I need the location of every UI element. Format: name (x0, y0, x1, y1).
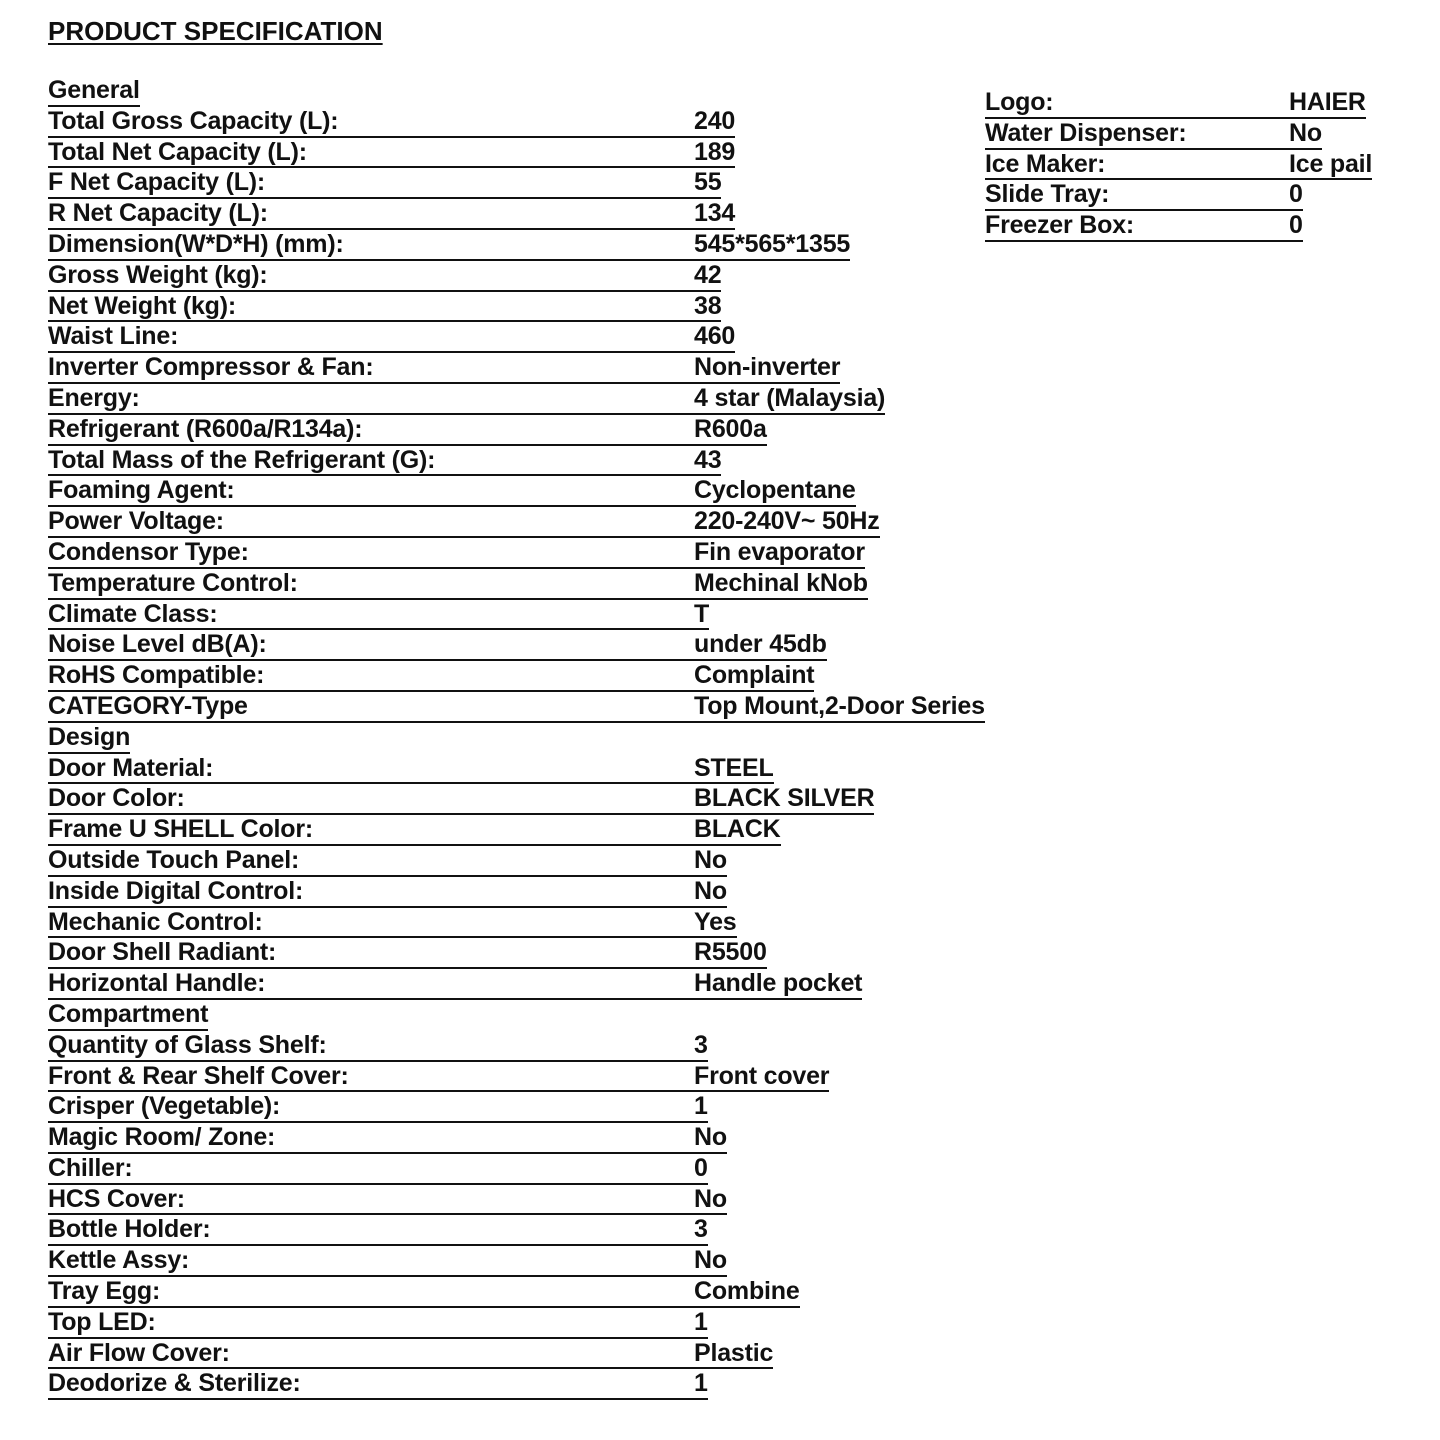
spec-label: Energy: (48, 384, 694, 415)
spec-value: 43 (694, 446, 721, 477)
spec-label: Air Flow Cover: (48, 1339, 694, 1370)
spec-value: Front cover (694, 1062, 829, 1093)
spec-label: Logo: (985, 88, 1289, 119)
spec-value: No (1289, 119, 1322, 150)
spec-label: Gross Weight (kg): (48, 261, 694, 292)
spec-label: Bottle Holder: (48, 1215, 694, 1246)
spec-value: Cyclopentane (694, 476, 856, 507)
spec-label: Outside Touch Panel: (48, 846, 694, 877)
spec-value: 545*565*1355 (694, 230, 850, 261)
section-heading-row (48, 723, 1008, 754)
spec-label: Inside Digital Control: (48, 877, 694, 908)
spec-row (48, 230, 1008, 261)
spec-value: 1 (694, 1369, 708, 1400)
spec-label: RoHS Compatible: (48, 661, 694, 692)
spec-row (48, 1123, 1008, 1154)
spec-row (48, 107, 1008, 138)
spec-label: Net Weight (kg): (48, 292, 694, 323)
spec-row (48, 754, 1008, 785)
spec-row (48, 476, 1008, 507)
page-title: PRODUCT SPECIFICATION (48, 16, 383, 46)
spec-label: R Net Capacity (L): (48, 199, 694, 230)
spec-value: Ice pail (1289, 150, 1372, 181)
spec-value: R600a (694, 415, 767, 446)
spec-label: Condensor Type: (48, 538, 694, 569)
spec-value: Mechinal kNob (694, 569, 868, 600)
spec-label: Water Dispenser: (985, 119, 1289, 150)
spec-row (48, 692, 1008, 723)
spec-row (48, 138, 1008, 169)
spec-label: Freezer Box: (985, 211, 1289, 242)
spec-label: Temperature Control: (48, 569, 694, 600)
spec-row (48, 538, 1008, 569)
spec-row (48, 969, 1008, 1000)
spec-value: 42 (694, 261, 721, 292)
spec-label: Noise Level dB(A): (48, 630, 694, 661)
spec-value: 220-240V~ 50Hz (694, 507, 880, 538)
section-heading: General (48, 76, 140, 107)
spec-row (985, 211, 1405, 242)
spec-label: Foaming Agent: (48, 476, 694, 507)
spec-label: F Net Capacity (L): (48, 168, 694, 199)
spec-label: Door Shell Radiant: (48, 938, 694, 969)
spec-row (985, 150, 1405, 181)
spec-label: Deodorize & Sterilize: (48, 1369, 694, 1400)
spec-value: 55 (694, 168, 721, 199)
spec-label: Power Voltage: (48, 507, 694, 538)
spec-row (48, 1339, 1008, 1370)
spec-row (48, 600, 1008, 631)
spec-label: Frame U SHELL Color: (48, 815, 694, 846)
spec-label: Ice Maker: (985, 150, 1289, 181)
spec-row (48, 630, 1008, 661)
spec-value: T (694, 600, 709, 631)
spec-value: 1 (694, 1308, 708, 1339)
spec-label: Front & Rear Shelf Cover: (48, 1062, 694, 1093)
spec-value: 460 (694, 322, 735, 353)
spec-value: BLACK (694, 815, 781, 846)
spec-label: CATEGORY-Type (48, 692, 694, 723)
spec-value: Combine (694, 1277, 800, 1308)
spec-label: Crisper (Vegetable): (48, 1092, 694, 1123)
spec-row (48, 1308, 1008, 1339)
spec-row (48, 877, 1008, 908)
spec-label: Total Gross Capacity (L): (48, 107, 694, 138)
spec-label: Kettle Assy: (48, 1246, 694, 1277)
spec-label: Slide Tray: (985, 180, 1289, 211)
spec-row (48, 1062, 1008, 1093)
spec-row (48, 507, 1008, 538)
spec-row (48, 908, 1008, 939)
spec-label: HCS Cover: (48, 1185, 694, 1216)
spec-row (985, 180, 1405, 211)
spec-row (985, 119, 1405, 150)
spec-row (48, 846, 1008, 877)
spec-value: No (694, 1246, 727, 1277)
spec-value: 1 (694, 1092, 708, 1123)
spec-row (48, 261, 1008, 292)
spec-value: STEEL (694, 754, 774, 785)
spec-label: Inverter Compressor & Fan: (48, 353, 694, 384)
spec-value: BLACK SILVER (694, 784, 874, 815)
spec-row (48, 199, 1008, 230)
spec-value: 4 star (Malaysia) (694, 384, 885, 415)
spec-value: Complaint (694, 661, 814, 692)
spec-value: No (694, 877, 727, 908)
spec-value: No (694, 846, 727, 877)
section-heading: Compartment (48, 1000, 208, 1031)
spec-row (985, 88, 1405, 119)
spec-value: HAIER (1289, 88, 1366, 119)
section-heading-row (48, 1000, 1008, 1031)
spec-row (48, 1246, 1008, 1277)
spec-row (48, 1185, 1008, 1216)
spec-row (48, 384, 1008, 415)
spec-row (48, 292, 1008, 323)
spec-label: Tray Egg: (48, 1277, 694, 1308)
spec-value: No (694, 1123, 727, 1154)
spec-label: Horizontal Handle: (48, 969, 694, 1000)
spec-row (48, 661, 1008, 692)
spec-row (48, 168, 1008, 199)
spec-value: 189 (694, 138, 735, 169)
spec-label: Door Color: (48, 784, 694, 815)
spec-value: 134 (694, 199, 735, 230)
spec-value: 3 (694, 1031, 708, 1062)
spec-row (48, 1215, 1008, 1246)
spec-label: Door Material: (48, 754, 694, 785)
spec-row (48, 784, 1008, 815)
spec-label: Climate Class: (48, 600, 694, 631)
spec-label: Total Mass of the Refrigerant (G): (48, 446, 694, 477)
spec-row (48, 1092, 1008, 1123)
section-heading-row (48, 76, 1008, 107)
spec-value: 0 (1289, 180, 1303, 211)
spec-label: Magic Room/ Zone: (48, 1123, 694, 1154)
spec-value: under 45db (694, 630, 827, 661)
spec-value: Handle pocket (694, 969, 862, 1000)
spec-row (48, 353, 1008, 384)
spec-row (48, 446, 1008, 477)
spec-value: 240 (694, 107, 735, 138)
spec-label: Waist Line: (48, 322, 694, 353)
spec-value: R5500 (694, 938, 767, 969)
spec-row (48, 1031, 1008, 1062)
spec-value: Top Mount,2-Door Series (694, 692, 985, 723)
spec-value: No (694, 1185, 727, 1216)
spec-value: Non-inverter (694, 353, 840, 384)
spec-row (48, 1277, 1008, 1308)
spec-row (48, 1154, 1008, 1185)
spec-label: Refrigerant (R600a/R134a): (48, 415, 694, 446)
spec-row (48, 1369, 1008, 1400)
spec-row (48, 938, 1008, 969)
spec-value: 0 (694, 1154, 708, 1185)
spec-value: 0 (1289, 211, 1303, 242)
spec-label: Mechanic Control: (48, 908, 694, 939)
spec-list (48, 76, 1008, 1400)
spec-row (48, 569, 1008, 600)
spec-label: Top LED: (48, 1308, 694, 1339)
spec-label: Chiller: (48, 1154, 694, 1185)
spec-value: 3 (694, 1215, 708, 1246)
spec-value: 38 (694, 292, 721, 323)
spec-value: Yes (694, 908, 737, 939)
side-spec-list (985, 88, 1405, 242)
spec-label: Dimension(W*D*H) (mm): (48, 230, 694, 261)
spec-label: Quantity of Glass Shelf: (48, 1031, 694, 1062)
spec-row (48, 815, 1008, 846)
spec-row (48, 322, 1008, 353)
spec-row (48, 415, 1008, 446)
section-heading: Design (48, 723, 130, 754)
spec-value: Plastic (694, 1339, 773, 1370)
spec-value: Fin evaporator (694, 538, 865, 569)
spec-label: Total Net Capacity (L): (48, 138, 694, 169)
